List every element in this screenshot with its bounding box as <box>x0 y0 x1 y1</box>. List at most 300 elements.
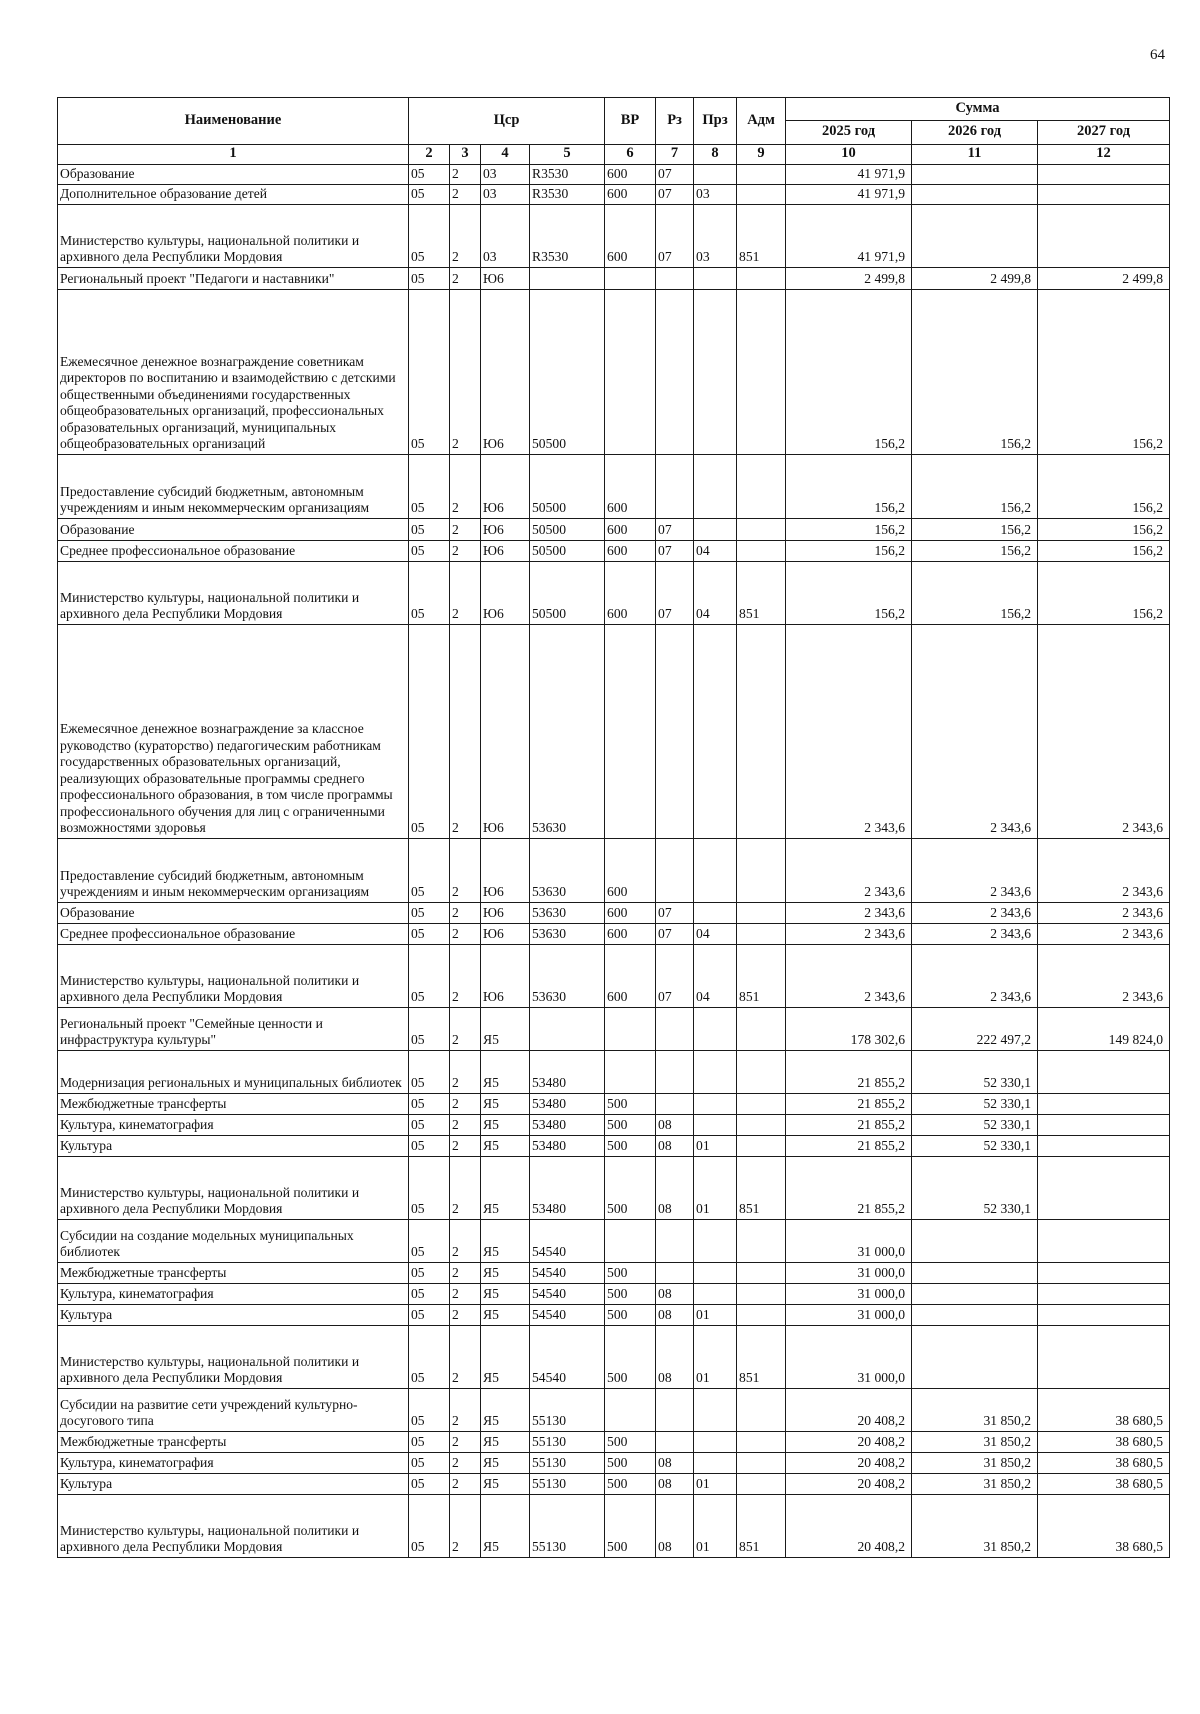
rz-code: 07 <box>656 924 694 945</box>
table-row <box>58 924 1170 945</box>
amount-2026: 52 330,1 <box>912 1094 1038 1115</box>
csr-part-4: 54540 <box>530 1263 605 1284</box>
vr-code <box>605 290 656 455</box>
amount-2025: 21 855,2 <box>786 1115 912 1136</box>
adm-code <box>737 185 786 205</box>
row-name: Министерство культуры, национальной политики и архивного дела Республики Мордовия <box>58 945 409 1008</box>
row-name: Межбюджетные трансферты <box>58 1263 409 1284</box>
adm-code <box>737 165 786 185</box>
amount-2026 <box>912 1305 1038 1326</box>
adm-code <box>737 1389 786 1432</box>
table-row <box>58 1432 1170 1453</box>
rz-code <box>656 1051 694 1094</box>
row-name: Предоставление субсидий бюджетным, автономным учреждениям и иным некоммерческим организациям <box>58 839 409 903</box>
column-number: 1 <box>58 145 409 165</box>
amount-2027: 38 680,5 <box>1038 1474 1170 1495</box>
amount-2026: 156,2 <box>912 541 1038 562</box>
column-number: 9 <box>737 145 786 165</box>
csr-part-1: 05 <box>409 945 450 1008</box>
page-number: 64 <box>1150 47 1165 63</box>
amount-2027: 149 824,0 <box>1038 1008 1170 1051</box>
vr-code: 600 <box>605 205 656 268</box>
table-row <box>58 839 1170 903</box>
row-name: Культура <box>58 1474 409 1495</box>
row-name: Региональный проект "Педагоги и наставники" <box>58 268 409 290</box>
amount-2025: 31 000,0 <box>786 1326 912 1389</box>
rz-code: 07 <box>656 541 694 562</box>
vr-code: 600 <box>605 185 656 205</box>
prz-code <box>694 1115 737 1136</box>
row-name: Предоставление субсидий бюджетным, автономным учреждениям и иным некоммерческим организациям <box>58 455 409 519</box>
csr-part-3: Ю6 <box>481 455 530 519</box>
csr-part-2: 2 <box>450 562 481 625</box>
amount-2027 <box>1038 1157 1170 1220</box>
table-row <box>58 165 1170 185</box>
csr-part-4: 53480 <box>530 1136 605 1157</box>
csr-part-3: 03 <box>481 205 530 268</box>
amount-2025: 20 408,2 <box>786 1495 912 1558</box>
adm-code <box>737 1051 786 1094</box>
amount-2027 <box>1038 185 1170 205</box>
amount-2026 <box>912 1326 1038 1389</box>
csr-part-2: 2 <box>450 1263 481 1284</box>
amount-2025: 156,2 <box>786 562 912 625</box>
prz-code: 04 <box>694 924 737 945</box>
amount-2026: 2 343,6 <box>912 945 1038 1008</box>
csr-part-2: 2 <box>450 1474 481 1495</box>
csr-part-3: Ю6 <box>481 924 530 945</box>
amount-2025: 2 343,6 <box>786 945 912 1008</box>
rz-code: 07 <box>656 903 694 924</box>
csr-part-3: Ю6 <box>481 945 530 1008</box>
vr-code <box>605 625 656 839</box>
csr-part-1: 05 <box>409 924 450 945</box>
amount-2025: 21 855,2 <box>786 1157 912 1220</box>
amount-2026: 2 343,6 <box>912 924 1038 945</box>
table-row <box>58 625 1170 839</box>
csr-part-2: 2 <box>450 519 481 541</box>
prz-code: 01 <box>694 1305 737 1326</box>
amount-2026: 31 850,2 <box>912 1495 1038 1558</box>
csr-part-2: 2 <box>450 455 481 519</box>
column-number: 7 <box>656 145 694 165</box>
row-name: Межбюджетные трансферты <box>58 1432 409 1453</box>
csr-part-1: 05 <box>409 903 450 924</box>
csr-part-2: 2 <box>450 1389 481 1432</box>
amount-2027 <box>1038 1284 1170 1305</box>
prz-code <box>694 519 737 541</box>
column-number: 10 <box>786 145 912 165</box>
amount-2027: 38 680,5 <box>1038 1432 1170 1453</box>
csr-part-2: 2 <box>450 903 481 924</box>
amount-2027: 156,2 <box>1038 562 1170 625</box>
column-number-row <box>58 145 1170 165</box>
table-header <box>58 98 1170 165</box>
csr-part-2: 2 <box>450 1432 481 1453</box>
header-name: Наименование <box>58 98 409 145</box>
csr-part-2: 2 <box>450 924 481 945</box>
amount-2027: 2 343,6 <box>1038 903 1170 924</box>
csr-part-1: 05 <box>409 1115 450 1136</box>
amount-2025: 21 855,2 <box>786 1051 912 1094</box>
row-name: Образование <box>58 165 409 185</box>
csr-part-4: 53630 <box>530 839 605 903</box>
amount-2027 <box>1038 205 1170 268</box>
adm-code <box>737 1115 786 1136</box>
adm-code <box>737 1263 786 1284</box>
header-vr: ВР <box>605 98 656 145</box>
amount-2025: 2 343,6 <box>786 839 912 903</box>
adm-code <box>737 1136 786 1157</box>
prz-code <box>694 1389 737 1432</box>
csr-part-1: 05 <box>409 1051 450 1094</box>
vr-code: 600 <box>605 839 656 903</box>
vr-code <box>605 1051 656 1094</box>
adm-code <box>737 268 786 290</box>
amount-2027 <box>1038 1115 1170 1136</box>
adm-code <box>737 1008 786 1051</box>
amount-2026: 222 497,2 <box>912 1008 1038 1051</box>
amount-2026: 2 343,6 <box>912 625 1038 839</box>
row-name: Межбюджетные трансферты <box>58 1094 409 1115</box>
amount-2027 <box>1038 165 1170 185</box>
prz-code: 01 <box>694 1157 737 1220</box>
csr-part-1: 05 <box>409 205 450 268</box>
amount-2025: 20 408,2 <box>786 1389 912 1432</box>
vr-code: 600 <box>605 924 656 945</box>
table-row <box>58 1220 1170 1263</box>
adm-code <box>737 625 786 839</box>
csr-part-4: R3530 <box>530 205 605 268</box>
prz-code <box>694 165 737 185</box>
header-prz: Прз <box>694 98 737 145</box>
prz-code <box>694 1220 737 1263</box>
amount-2027: 156,2 <box>1038 541 1170 562</box>
rz-code: 08 <box>656 1136 694 1157</box>
amount-2026: 2 499,8 <box>912 268 1038 290</box>
csr-part-2: 2 <box>450 1115 481 1136</box>
prz-code: 03 <box>694 205 737 268</box>
csr-part-1: 05 <box>409 1474 450 1495</box>
amount-2025: 2 343,6 <box>786 924 912 945</box>
amount-2026: 31 850,2 <box>912 1389 1038 1432</box>
csr-part-1: 05 <box>409 1389 450 1432</box>
column-number: 5 <box>530 145 605 165</box>
csr-part-4: 50500 <box>530 290 605 455</box>
amount-2027 <box>1038 1305 1170 1326</box>
csr-part-1: 05 <box>409 519 450 541</box>
amount-2025: 2 343,6 <box>786 903 912 924</box>
csr-part-1: 05 <box>409 1263 450 1284</box>
amount-2027 <box>1038 1326 1170 1389</box>
prz-code <box>694 268 737 290</box>
csr-part-2: 2 <box>450 541 481 562</box>
vr-code <box>605 268 656 290</box>
csr-part-2: 2 <box>450 185 481 205</box>
table-row <box>58 1136 1170 1157</box>
rz-code: 08 <box>656 1326 694 1389</box>
adm-code <box>737 1284 786 1305</box>
row-name: Культура <box>58 1305 409 1326</box>
amount-2025: 20 408,2 <box>786 1432 912 1453</box>
csr-part-4: 53480 <box>530 1051 605 1094</box>
amount-2026 <box>912 1284 1038 1305</box>
amount-2025: 21 855,2 <box>786 1136 912 1157</box>
amount-2025: 41 971,9 <box>786 205 912 268</box>
row-name: Культура, кинематография <box>58 1284 409 1305</box>
prz-code <box>694 1008 737 1051</box>
csr-part-2: 2 <box>450 1094 481 1115</box>
table-row <box>58 1008 1170 1051</box>
amount-2026: 31 850,2 <box>912 1474 1038 1495</box>
amount-2026: 52 330,1 <box>912 1051 1038 1094</box>
adm-code: 851 <box>737 562 786 625</box>
adm-code: 851 <box>737 205 786 268</box>
prz-code: 01 <box>694 1326 737 1389</box>
amount-2026 <box>912 1220 1038 1263</box>
vr-code: 500 <box>605 1305 656 1326</box>
row-name: Культура <box>58 1136 409 1157</box>
row-name: Министерство культуры, национальной политики и архивного дела Республики Мордовия <box>58 205 409 268</box>
csr-part-3: Я5 <box>481 1008 530 1051</box>
csr-part-3: Ю6 <box>481 541 530 562</box>
csr-part-2: 2 <box>450 165 481 185</box>
adm-code: 851 <box>737 1157 786 1220</box>
adm-code <box>737 924 786 945</box>
header-year-2025: 2025 год <box>786 121 912 145</box>
table-row <box>58 1094 1170 1115</box>
column-number: 3 <box>450 145 481 165</box>
amount-2027: 38 680,5 <box>1038 1453 1170 1474</box>
csr-part-2: 2 <box>450 1157 481 1220</box>
csr-part-4: 53630 <box>530 903 605 924</box>
adm-code: 851 <box>737 1495 786 1558</box>
csr-part-1: 05 <box>409 1157 450 1220</box>
prz-code <box>694 903 737 924</box>
adm-code <box>737 519 786 541</box>
row-name: Министерство культуры, национальной политики и архивного дела Республики Мордовия <box>58 562 409 625</box>
csr-part-1: 05 <box>409 1495 450 1558</box>
table-row <box>58 1453 1170 1474</box>
table-row <box>58 1389 1170 1432</box>
csr-part-2: 2 <box>450 1136 481 1157</box>
adm-code <box>737 1453 786 1474</box>
csr-part-4: 50500 <box>530 562 605 625</box>
column-number: 2 <box>409 145 450 165</box>
table-row <box>58 562 1170 625</box>
amount-2026: 31 850,2 <box>912 1453 1038 1474</box>
rz-code <box>656 1094 694 1115</box>
csr-part-2: 2 <box>450 945 481 1008</box>
header-rz: Рз <box>656 98 694 145</box>
table-row <box>58 268 1170 290</box>
csr-part-1: 05 <box>409 455 450 519</box>
csr-part-3: Я5 <box>481 1326 530 1389</box>
amount-2025: 2 499,8 <box>786 268 912 290</box>
amount-2025: 2 343,6 <box>786 625 912 839</box>
prz-code <box>694 1051 737 1094</box>
csr-part-1: 05 <box>409 562 450 625</box>
csr-part-2: 2 <box>450 1220 481 1263</box>
csr-part-3: Я5 <box>481 1157 530 1220</box>
rz-code: 08 <box>656 1495 694 1558</box>
table-row <box>58 1263 1170 1284</box>
csr-part-3: Я5 <box>481 1051 530 1094</box>
csr-part-3: Я5 <box>481 1495 530 1558</box>
amount-2025: 156,2 <box>786 541 912 562</box>
prz-code <box>694 839 737 903</box>
csr-part-2: 2 <box>450 290 481 455</box>
csr-part-2: 2 <box>450 839 481 903</box>
rz-code: 08 <box>656 1474 694 1495</box>
amount-2026: 156,2 <box>912 562 1038 625</box>
csr-part-4: 54540 <box>530 1305 605 1326</box>
amount-2025: 31 000,0 <box>786 1284 912 1305</box>
row-name: Среднее профессиональное образование <box>58 924 409 945</box>
csr-part-4: 53480 <box>530 1094 605 1115</box>
adm-code <box>737 1474 786 1495</box>
rz-code: 08 <box>656 1157 694 1220</box>
table-row <box>58 519 1170 541</box>
amount-2027: 2 343,6 <box>1038 924 1170 945</box>
prz-code: 01 <box>694 1495 737 1558</box>
adm-code <box>737 290 786 455</box>
csr-part-4: R3530 <box>530 185 605 205</box>
csr-part-1: 05 <box>409 541 450 562</box>
csr-part-3: Я5 <box>481 1284 530 1305</box>
amount-2025: 31 000,0 <box>786 1263 912 1284</box>
csr-part-4: 53480 <box>530 1115 605 1136</box>
amount-2026: 31 850,2 <box>912 1432 1038 1453</box>
csr-part-4: 55130 <box>530 1432 605 1453</box>
row-name: Министерство культуры, национальной политики и архивного дела Республики Мордовия <box>58 1157 409 1220</box>
column-number: 12 <box>1038 145 1170 165</box>
csr-part-2: 2 <box>450 1008 481 1051</box>
vr-code: 500 <box>605 1094 656 1115</box>
csr-part-1: 05 <box>409 625 450 839</box>
csr-part-4: 50500 <box>530 455 605 519</box>
row-name: Министерство культуры, национальной политики и архивного дела Республики Мордовия <box>58 1495 409 1558</box>
rz-code: 07 <box>656 562 694 625</box>
prz-code: 01 <box>694 1474 737 1495</box>
csr-part-1: 05 <box>409 839 450 903</box>
header-adm: Адм <box>737 98 786 145</box>
row-name: Культура, кинематография <box>58 1453 409 1474</box>
column-number: 11 <box>912 145 1038 165</box>
csr-part-4: 53630 <box>530 625 605 839</box>
vr-code: 600 <box>605 562 656 625</box>
amount-2027: 2 343,6 <box>1038 839 1170 903</box>
amount-2027: 2 499,8 <box>1038 268 1170 290</box>
vr-code <box>605 1220 656 1263</box>
vr-code: 600 <box>605 945 656 1008</box>
adm-code <box>737 455 786 519</box>
csr-part-4 <box>530 1008 605 1051</box>
table-row <box>58 1115 1170 1136</box>
csr-part-4: 53480 <box>530 1157 605 1220</box>
csr-part-3: Я5 <box>481 1136 530 1157</box>
adm-code <box>737 1305 786 1326</box>
vr-code: 600 <box>605 519 656 541</box>
amount-2027 <box>1038 1263 1170 1284</box>
csr-part-2: 2 <box>450 1284 481 1305</box>
amount-2026: 156,2 <box>912 290 1038 455</box>
csr-part-2: 2 <box>450 1305 481 1326</box>
csr-part-1: 05 <box>409 1432 450 1453</box>
prz-code: 04 <box>694 562 737 625</box>
prz-code <box>694 1432 737 1453</box>
csr-part-1: 05 <box>409 185 450 205</box>
table-row <box>58 541 1170 562</box>
table-row <box>58 1051 1170 1094</box>
prz-code: 04 <box>694 945 737 1008</box>
prz-code: 04 <box>694 541 737 562</box>
csr-part-4: 55130 <box>530 1453 605 1474</box>
header-sum: Сумма <box>786 98 1170 121</box>
table-row <box>58 1326 1170 1389</box>
csr-part-1: 05 <box>409 1008 450 1051</box>
table-row <box>58 945 1170 1008</box>
csr-part-3: Я5 <box>481 1453 530 1474</box>
amount-2026 <box>912 165 1038 185</box>
csr-part-4 <box>530 268 605 290</box>
rz-code: 08 <box>656 1115 694 1136</box>
csr-part-3: Я5 <box>481 1220 530 1263</box>
csr-part-3: Ю6 <box>481 519 530 541</box>
rz-code <box>656 1220 694 1263</box>
csr-part-2: 2 <box>450 1326 481 1389</box>
rz-code <box>656 625 694 839</box>
table-body <box>58 165 1170 1558</box>
amount-2027 <box>1038 1094 1170 1115</box>
amount-2025: 31 000,0 <box>786 1220 912 1263</box>
rz-code: 08 <box>656 1305 694 1326</box>
amount-2027: 156,2 <box>1038 290 1170 455</box>
amount-2026: 156,2 <box>912 519 1038 541</box>
vr-code <box>605 1389 656 1432</box>
csr-part-4: 55130 <box>530 1474 605 1495</box>
csr-part-4: R3530 <box>530 165 605 185</box>
csr-part-2: 2 <box>450 205 481 268</box>
adm-code <box>737 839 786 903</box>
csr-part-3: Я5 <box>481 1263 530 1284</box>
amount-2025: 178 302,6 <box>786 1008 912 1051</box>
csr-part-3: Я5 <box>481 1305 530 1326</box>
row-name: Ежемесячное денежное вознаграждение советникам директоров по воспитанию и взаимодействию с детскими общественными объединениями государственных общеобразовательных организаций, профессиональных образовательных организаций, муниципальных общеобразовательных организаций <box>58 290 409 455</box>
row-name: Культура, кинематография <box>58 1115 409 1136</box>
table-row <box>58 903 1170 924</box>
adm-code <box>737 1220 786 1263</box>
vr-code: 500 <box>605 1136 656 1157</box>
column-number: 8 <box>694 145 737 165</box>
prz-code: 03 <box>694 185 737 205</box>
rz-code <box>656 268 694 290</box>
vr-code: 500 <box>605 1284 656 1305</box>
csr-part-3: 03 <box>481 165 530 185</box>
csr-part-1: 05 <box>409 1305 450 1326</box>
csr-part-3: Я5 <box>481 1474 530 1495</box>
prz-code <box>694 1094 737 1115</box>
csr-part-2: 2 <box>450 625 481 839</box>
vr-code: 500 <box>605 1115 656 1136</box>
table-row <box>58 205 1170 268</box>
csr-part-2: 2 <box>450 1051 481 1094</box>
header-csr: Цср <box>409 98 605 145</box>
rz-code: 07 <box>656 519 694 541</box>
prz-code <box>694 625 737 839</box>
csr-part-1: 05 <box>409 1136 450 1157</box>
amount-2027: 2 343,6 <box>1038 625 1170 839</box>
